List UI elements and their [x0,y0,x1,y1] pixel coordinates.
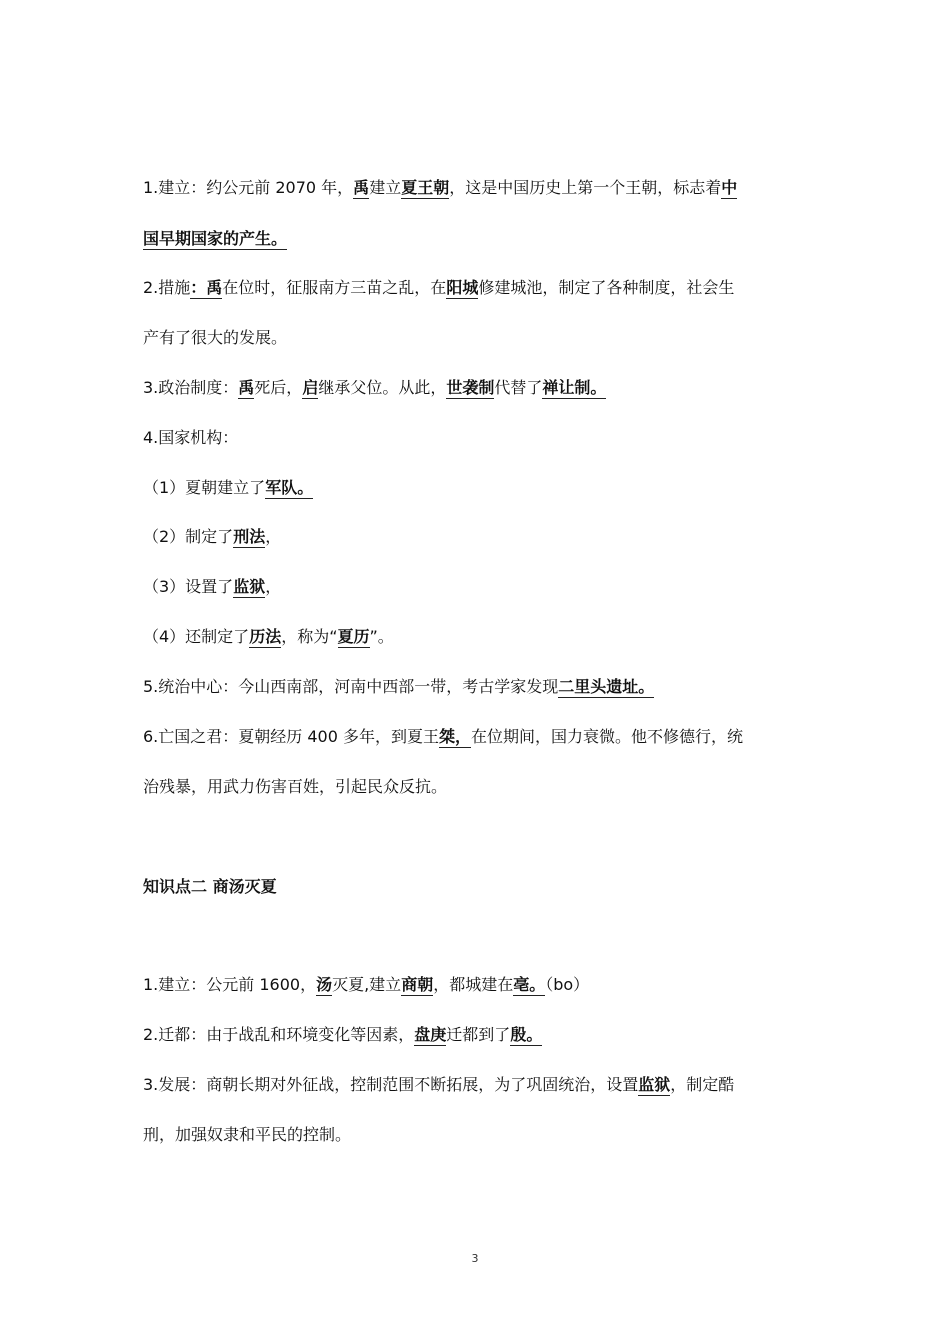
text: 死后， [254,378,303,397]
keyword: 世袭制 [446,378,495,397]
paragraph-political-system [143,377,813,399]
text: 2.措施 [143,278,191,297]
section-heading: 知识点二 商汤灭夏 [143,877,277,896]
text: 1.建立：约公元前 2070 年， [143,178,354,197]
text: 4.国家机构： [143,428,239,447]
keyword: 夏历 [337,627,370,646]
sub-item-criminal-law [143,526,813,548]
text: 灭夏,建立 [332,975,402,994]
paragraph-measures [143,277,813,299]
text: （1）夏朝建立了 [143,478,266,497]
keyword: 禹 [238,378,255,397]
text: （4）还制定了 [143,627,250,646]
text: 治残暴，用武力伤害百姓，引起民众反抗。 [143,777,448,796]
sub-item-prison [143,576,813,598]
paragraph-measures-cont [143,327,813,349]
paragraph-shang-founding [143,974,813,996]
paragraph-last-ruler [143,726,813,748]
keyword: ：禹 [190,278,223,297]
page-number: 3 [471,1252,479,1265]
text: ，这是中国历史上第一个王朝，标志着 [449,178,722,197]
paragraph-development-cont [143,1124,813,1146]
keyword: 国早期国家的产生。 [143,229,288,248]
text: ， [265,577,282,596]
paragraph-ruling-center [143,676,813,698]
text: 建立 [369,178,402,197]
text: 产有了很大的发展。 [143,328,288,347]
keyword: 军队。 [265,478,314,497]
text: 3.发展：商朝长期对外征战，控制范围不断拓展，为了巩固统治，设置 [143,1075,639,1094]
paragraph-founding-cont [143,228,813,250]
text: ，都城建在 [433,975,514,994]
text: ， [265,527,282,546]
paragraph-development [143,1074,813,1096]
text: 迁都到了 [446,1025,511,1044]
paragraph-state-institutions [143,427,813,449]
keyword: 阳城 [446,278,479,297]
text: 在位期间，国力衰微。他不修德行，统 [471,727,744,746]
keyword: 夏王朝 [401,178,450,197]
keyword: 禹 [353,178,370,197]
keyword: 殷。 [510,1025,543,1044]
text: 2.迁都：由于战乱和环境变化等因素， [143,1025,415,1044]
sub-item-calendar [143,626,813,648]
keyword: 桀， [438,727,471,746]
paragraph-capital-move [143,1024,813,1046]
keyword: 监狱 [233,577,266,596]
keyword: 盘庚 [414,1025,447,1044]
text: 继承父位。从此， [318,378,447,397]
text: 3.政治制度： [143,378,239,397]
keyword: 亳。 [513,975,546,994]
keyword: 汤 [316,975,333,994]
text: ”。 [369,627,394,646]
text: ，制定酷 [670,1075,735,1094]
text: 5.统治中心：今山西南部，河南中西部一带，考古学家发现 [143,677,559,696]
text: 6.亡国之君：夏朝经历 400 多年，到夏王 [143,727,439,746]
keyword: 禅让制。 [542,378,607,397]
text: 1.建立：公元前 1600， [143,975,317,994]
text: （2）制定了 [143,527,234,546]
keyword: 二里头遗址。 [558,677,655,696]
text: 修建城池，制定了各种制度，社会生 [478,278,735,297]
keyword: 刑法 [233,527,266,546]
text: ，称为“ [281,627,338,646]
paragraph-last-ruler-cont [143,776,813,798]
text: 在位时，征服南方三苗之乱，在 [222,278,447,297]
keyword: 中 [721,178,738,197]
keyword: 启 [302,378,319,397]
keyword: 监狱 [638,1075,671,1094]
paragraph-founding [143,177,813,199]
keyword: 历法 [249,627,282,646]
sub-item-army [143,477,813,499]
text: （bo） [545,975,590,994]
text: 代替了 [494,378,543,397]
keyword: 商朝 [401,975,434,994]
text: 刑，加强奴隶和平民的控制。 [143,1125,352,1144]
text: （3）设置了 [143,577,234,596]
